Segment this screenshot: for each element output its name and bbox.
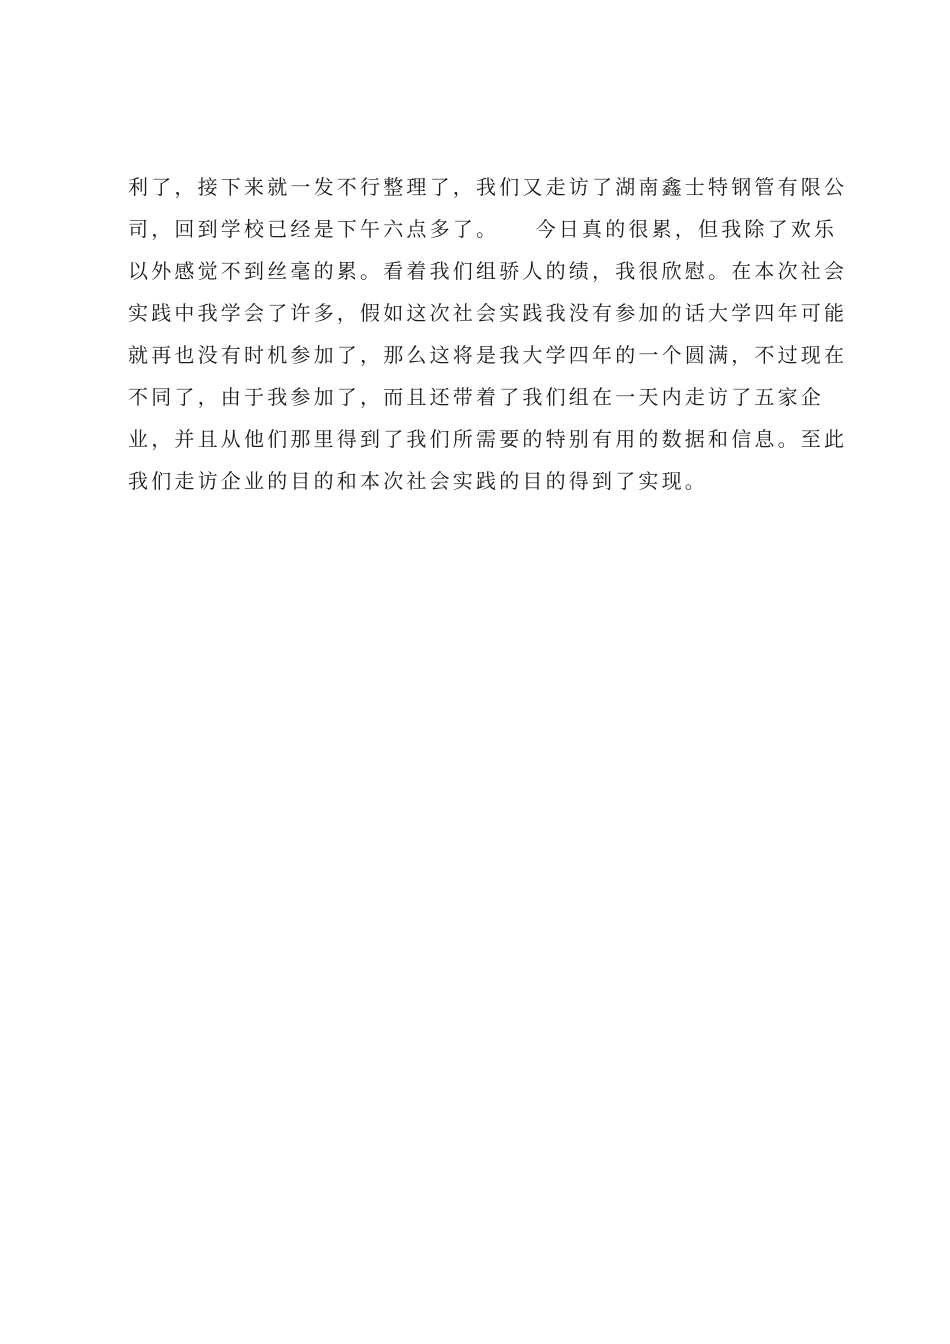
text-line: 利了，接下来就一发不行整理了，我们又走访了湖南鑫士特钢管有限公 — [128, 175, 848, 199]
text-line: 以外感觉不到丝毫的累。看着我们组骄人的绩，我很欣慰。在本次社会 — [128, 259, 848, 283]
text-line: 业，并且从他们那里得到了我们所需要的特别有用的数据和信息。至此 — [128, 427, 848, 451]
text-line: 就再也没有时机参加了，那么这将是我大学四年的一个圆满，不过现在 — [128, 343, 848, 367]
body-paragraph — [128, 175, 848, 502]
text-line: 司，回到学校已经是下午六点多了。 今日真的很累，但我除了欢乐 — [128, 217, 838, 241]
text-line: 实践中我学会了许多，假如这次社会实践我没有参加的话大学四年可能 — [128, 301, 848, 325]
text-line: 不同了，由于我参加了，而且还带着了我们组在一天内走访了五家企 — [128, 385, 824, 409]
text-line: 我们走访企业的目的和本次社会实践的目的得到了实现。 — [128, 469, 708, 493]
